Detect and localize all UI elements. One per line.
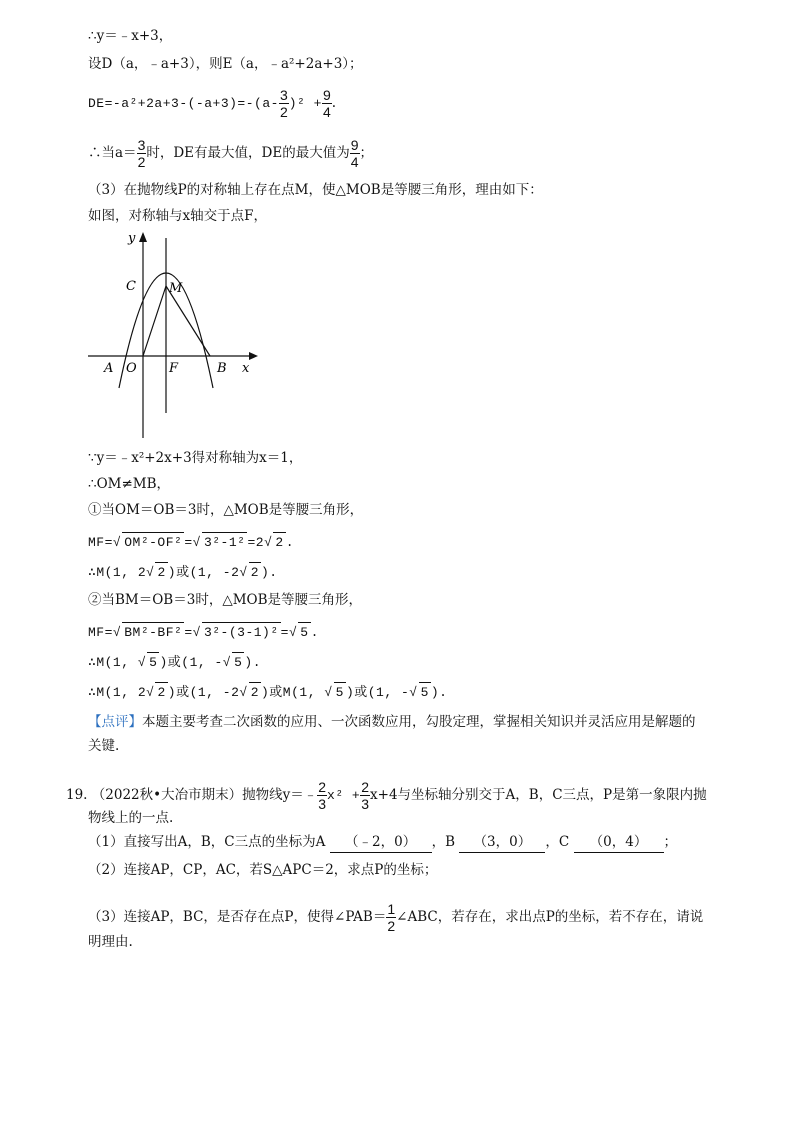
label-f: F — [169, 361, 179, 376]
comment-line-2: 关键. — [88, 738, 120, 754]
y-axis-arrow — [139, 232, 147, 242]
question-3: （3）连接AP，BC，是否存在点P，使得∠PAB＝ $\frac{1}{2}$ ∠ABC，若存在，求出点P的坐标，若不存在，请说 — [88, 901, 704, 934]
solution-line-2: 设D（a，﹣a+3），则E（a，﹣a²+2a+3）； — [88, 56, 363, 72]
label-a: A — [104, 361, 114, 376]
solution-line-3: DE=-a²+2a+3-(-a+3)=-(a- $\frac{3}{2}$ )² + $\frac{9}{4}$ . — [88, 87, 337, 120]
de-expr-mid: )² + — [288, 96, 322, 111]
solution-line-7: ∵y＝﹣x²+2x+3得对称轴为x＝1， — [88, 450, 303, 466]
question-3-line-2: 明理由. — [88, 934, 133, 950]
solution-line-13: MF=√ BM²-BF² =√ 3²-(3-1)² =√ 5 . — [88, 622, 319, 643]
answer-a: （﹣2，0） — [330, 832, 432, 853]
segment-mb — [166, 286, 210, 356]
solution-line-11: ∴M(1, 2√ 2 )或(1, -2√ 2 ). — [88, 562, 278, 583]
solution-line-1: ∴y＝﹣x+3， — [88, 28, 173, 44]
solution-line-10: MF=√ OM²-OF² =√ 3²-1² =2√ 2 . — [88, 532, 294, 553]
problem-number: 19. — [66, 787, 88, 803]
solution-line-6: 如图，对称轴与x轴交于点F， — [88, 208, 267, 224]
fraction-2-3: $\frac{2}{3}$ — [318, 779, 327, 812]
question-2: （2）连接AP，CP，AC，若S△APC＝2，求点P的坐标； — [88, 862, 438, 878]
comment-line-1: 【点评】本题主要考查二次函数的应用、一次函数应用，勾股定理，掌握相关知识并灵活应用是解题的 — [88, 714, 696, 730]
fraction-9-4: $\frac{9}{4}$ — [322, 87, 331, 120]
problem-19-header: 19. （2022秋•大冶市期末）抛物线y＝﹣ $\frac{2}{3}$ x² + $\frac{2}{3}$ x+4与坐标轴分别交于A，B，C三点，P是第一象限内抛 — [66, 779, 707, 812]
fraction-3-2: $\frac{3}{2}$ — [279, 87, 288, 120]
x-axis-arrow — [249, 352, 258, 360]
label-b: B — [217, 361, 227, 376]
label-x: x — [242, 361, 250, 376]
fraction-2-3: $\frac{2}{3}$ — [361, 779, 370, 812]
solution-line-9: ①当OM＝OB＝3时，△MOB是等腰三角形， — [88, 502, 364, 518]
solution-line-14: ∴M(1, √ 5 )或(1, -√ 5 ). — [88, 652, 261, 673]
label-m: M — [169, 281, 183, 296]
label-c: C — [126, 279, 136, 294]
segment-om — [143, 286, 166, 356]
label-o: O — [126, 361, 137, 376]
solution-line-5: （3）在抛物线P的对称轴上存在点M，使△MOB是等腰三角形，理由如下： — [88, 182, 543, 198]
fraction-1-2: $\frac{1}{2}$ — [387, 901, 396, 934]
label-y: y — [128, 231, 136, 246]
fraction-9-4: $\frac{9}{4}$ — [350, 137, 359, 170]
answer-c: （0，4） — [574, 832, 664, 853]
parabola-figure — [86, 228, 266, 438]
solution-line-4: ∴当a＝ $\frac{3}{2}$ 时，DE有最大值，DE的最大值为 $\frac{9}{4}$ ； — [88, 137, 374, 170]
problem-19-line-2: 物线上的一点. — [88, 810, 174, 826]
solution-line-12: ②当BM＝OB＝3时，△MOB是等腰三角形， — [88, 592, 363, 608]
answer-b: （3，0） — [459, 832, 545, 853]
question-1: （1）直接写出A，B，C三点的坐标为A （﹣2，0） ，B （3，0） ，C （0，4） ； — [88, 832, 677, 853]
fraction-3-2: $\frac{3}{2}$ — [137, 137, 146, 170]
de-expr-left: DE=-a²+2a+3-(-a+3)=-(a- — [88, 96, 279, 111]
solution-line-8: ∴OM≠MB， — [88, 476, 171, 492]
solution-line-15: ∴M(1, 2√ 2 )或(1, -2√ 2 )或M(1, √ 5 )或(1, -√ 5 ). — [88, 682, 447, 703]
comment-tag: 【点评】 — [88, 714, 142, 730]
